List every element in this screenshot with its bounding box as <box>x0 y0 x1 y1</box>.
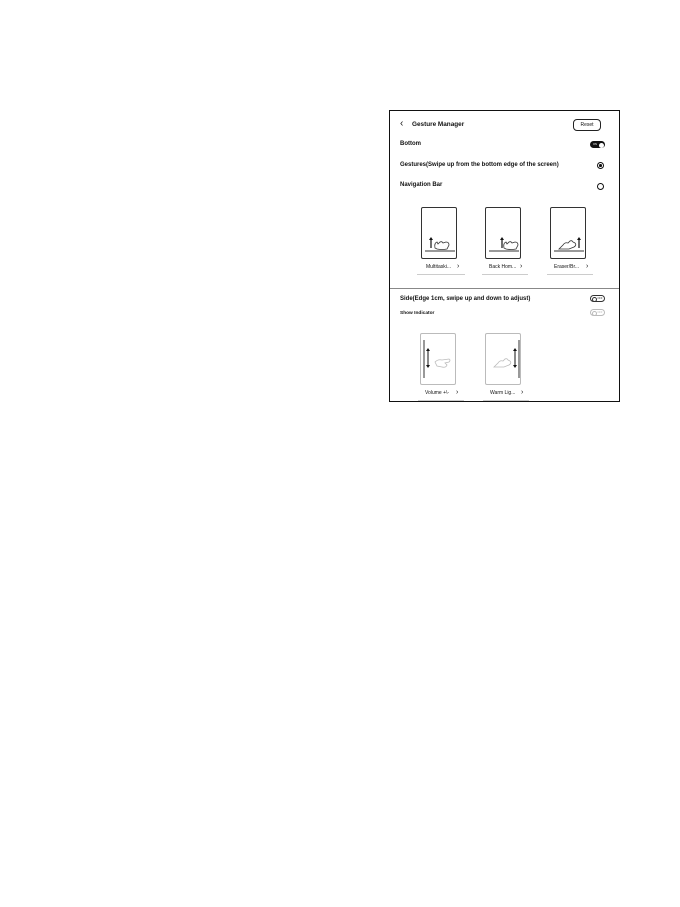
multitasking-label: Multitaski... <box>426 264 452 270</box>
toggle-knob <box>592 311 597 316</box>
side-toggle[interactable] <box>590 295 605 302</box>
side-label: Side(Edge 1cm, swipe up and down to adjust) <box>400 296 531 302</box>
divider <box>547 274 593 275</box>
show-indicator-label: Show Indicator <box>400 311 435 316</box>
header-bar <box>390 111 619 139</box>
right-edge-swipe-icon <box>486 334 522 386</box>
back-home-gesture-card[interactable] <box>485 207 521 259</box>
chevron-right-icon[interactable]: › <box>586 263 589 270</box>
divider <box>418 400 464 401</box>
divider <box>417 274 465 275</box>
toggle-knob <box>599 143 604 148</box>
toggle-knob <box>592 297 597 302</box>
warm-light-label: Warm Lig... <box>490 390 516 396</box>
eraser-gesture-card[interactable] <box>550 207 586 259</box>
navigation-bar-option-label: Navigation Bar <box>400 182 443 188</box>
navigation-bar-radio[interactable] <box>597 183 604 190</box>
bottom-toggle-text: ON <box>593 143 597 146</box>
volume-gesture-card[interactable] <box>420 333 456 385</box>
eraser-label: Eraser/Br... <box>554 264 580 270</box>
page-title: Gesture Manager <box>412 121 465 128</box>
gesture-manager-screen <box>389 110 620 402</box>
chevron-right-icon[interactable]: › <box>456 389 459 396</box>
show-indicator-toggle-text: OFF <box>597 311 603 314</box>
volume-label: Volume +\- <box>425 390 450 396</box>
warm-light-gesture-card[interactable] <box>485 333 521 385</box>
swipe-up-right-edge-icon <box>551 208 587 260</box>
chevron-right-icon[interactable]: › <box>521 389 524 396</box>
swipe-up-center-icon <box>486 208 522 260</box>
chevron-right-icon[interactable]: › <box>457 263 460 270</box>
divider <box>483 400 529 401</box>
multitasking-gesture-card[interactable] <box>421 207 457 259</box>
left-edge-swipe-icon <box>421 334 457 386</box>
gestures-option-label: Gestures(Swipe up from the bottom edge of the screen) <box>400 162 559 168</box>
divider <box>482 274 528 275</box>
swipe-up-left-edge-icon <box>422 208 458 260</box>
radio-selected-dot <box>599 164 602 167</box>
section-divider <box>390 288 619 289</box>
back-home-label: Back Hom... <box>489 264 517 270</box>
chevron-left-icon[interactable]: ‹ <box>400 118 404 129</box>
side-toggle-text: OFF <box>597 297 603 300</box>
bottom-label: Bottom <box>400 141 421 147</box>
show-indicator-toggle[interactable] <box>590 309 605 316</box>
chevron-right-icon[interactable]: › <box>520 263 523 270</box>
gestures-radio[interactable] <box>597 162 604 169</box>
reset-button[interactable]: Reset <box>573 119 601 131</box>
bottom-toggle[interactable] <box>590 141 605 148</box>
